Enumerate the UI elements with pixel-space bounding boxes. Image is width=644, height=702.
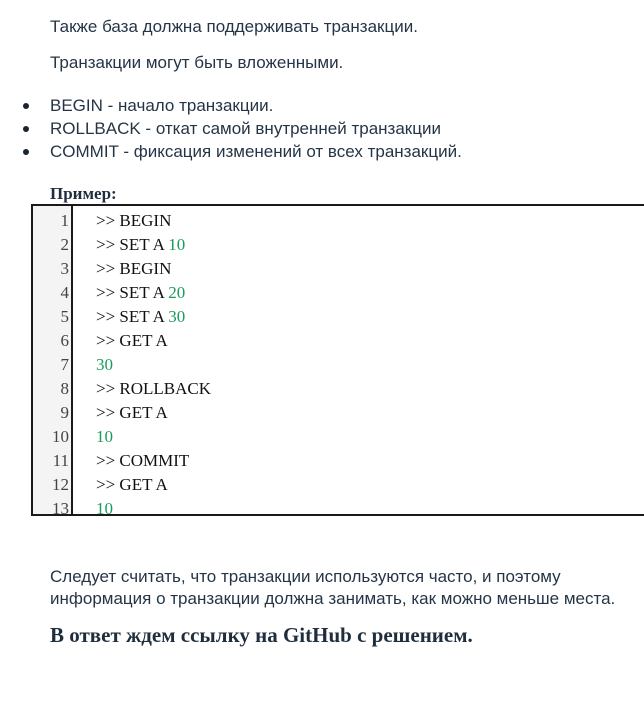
- line-number: 5: [60, 307, 69, 326]
- line-number: 3: [60, 259, 69, 278]
- code-line: [33, 377, 633, 401]
- code-command: >> SET A: [96, 283, 169, 302]
- code-line: [33, 329, 633, 353]
- code-line: [33, 209, 633, 233]
- code-line: [33, 425, 633, 449]
- code-command: >> GET A: [96, 331, 168, 350]
- line-number: 1: [60, 211, 69, 230]
- command-name: COMMIT: [50, 142, 119, 161]
- code-block: [31, 204, 644, 516]
- line-number: 13: [52, 499, 69, 518]
- code-command: >> BEGIN: [96, 211, 172, 230]
- command-separator: -: [118, 142, 134, 161]
- line-number: 7: [60, 355, 69, 374]
- bullet-icon: [23, 126, 29, 132]
- code-line: [33, 401, 633, 425]
- code-command: >> COMMIT: [96, 451, 190, 470]
- code-value: 10: [96, 427, 113, 446]
- footer-paragraph: [50, 566, 615, 610]
- code-value: 20: [168, 283, 186, 302]
- line-number: 11: [52, 451, 69, 470]
- code-line: [33, 353, 633, 377]
- list-item: [0, 117, 462, 140]
- bullet-icon: [23, 149, 29, 155]
- command-separator: -: [102, 96, 119, 115]
- code-value: 30: [168, 307, 186, 326]
- code-command: >> GET A: [96, 475, 168, 494]
- line-number: 6: [60, 331, 69, 350]
- example-label: Пример:: [50, 184, 117, 203]
- code-line: [33, 233, 633, 257]
- code-command: >> SET A: [96, 307, 169, 326]
- list-item: [0, 140, 462, 163]
- footer-line: Следует считать, что транзакции используются часто, и поэтому: [50, 567, 561, 586]
- code-line: [33, 281, 633, 305]
- line-number: 9: [60, 403, 69, 422]
- code-line: [33, 257, 633, 281]
- intro-paragraph-1: Также база должна поддерживать транзакции.: [50, 17, 418, 36]
- command-name: ROLLBACK: [50, 119, 141, 138]
- command-separator: -: [140, 119, 156, 138]
- line-number: 12: [52, 475, 69, 494]
- code-line: [33, 305, 633, 329]
- code-command: >> GET A: [96, 403, 168, 422]
- intro-paragraph-2: Транзакции могут быть вложенными.: [50, 53, 344, 72]
- code-line: [33, 473, 633, 497]
- line-number: 10: [52, 427, 69, 446]
- code-value: 10: [168, 235, 186, 254]
- line-number: 4: [60, 283, 69, 302]
- command-description: откат самой внутренней транзакции: [155, 119, 441, 138]
- code-command: >> SET A: [96, 235, 169, 254]
- line-number: 2: [60, 235, 69, 254]
- list-item: [0, 94, 462, 117]
- command-description: начало транзакции.: [118, 96, 274, 115]
- code-value: 10: [96, 499, 113, 518]
- code-command: >> BEGIN: [96, 259, 172, 278]
- command-name: BEGIN: [50, 96, 103, 115]
- github-call-to-action: В ответ ждем ссылку на GitHub с решением.: [50, 623, 473, 647]
- bullet-icon: [23, 103, 29, 109]
- code-line: [33, 449, 633, 473]
- line-number: 8: [60, 379, 69, 398]
- code-value: 30: [96, 355, 113, 374]
- code-command: >> ROLLBACK: [96, 379, 212, 398]
- footer-line: информация о транзакции должна занимать, как можно меньше места.: [50, 589, 616, 608]
- command-description: фиксация изменений от всех транзакций.: [133, 142, 462, 161]
- code-line: [33, 497, 633, 521]
- command-list: [0, 94, 462, 163]
